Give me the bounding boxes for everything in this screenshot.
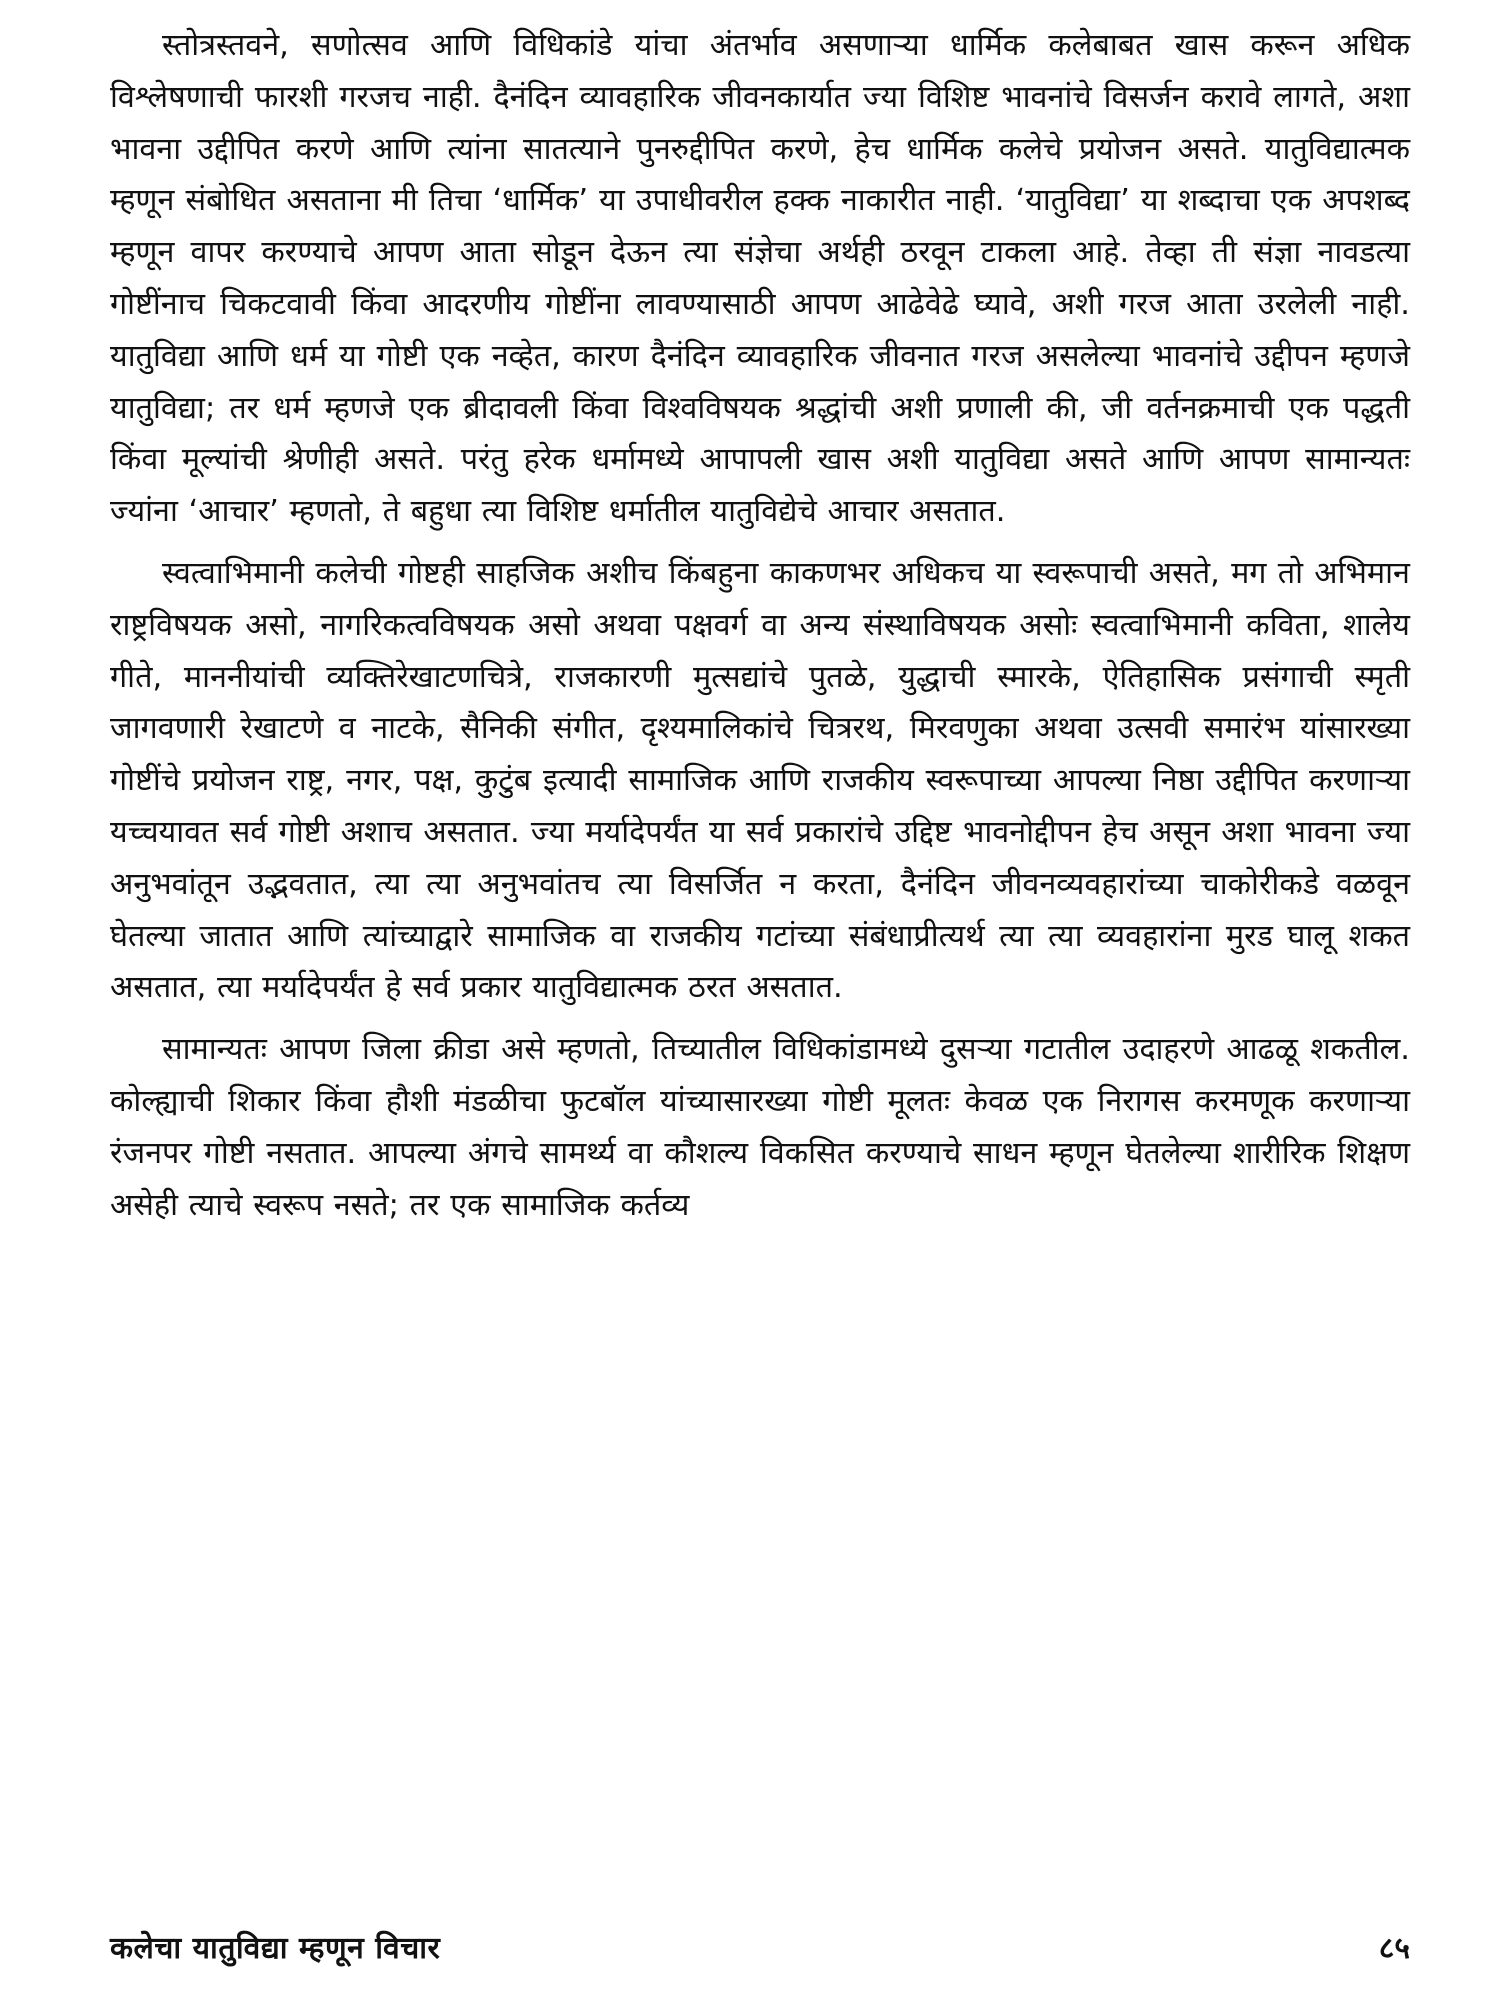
- page-number: ८५: [1378, 1931, 1410, 1966]
- page-footer: [110, 1926, 1410, 1967]
- book-page: [110, 20, 1410, 1980]
- paragraph-3: सामान्यतः आपण जिला क्रीडा असे म्हणतो, तिच्यातील विधिकांडामध्ये दुसऱ्या गटातील उदाहरणे आढळू शकतील. कोल्ह्याची शिकार किंवा हौशी मंडळीचा फुटबॉल यांच्यासारख्या गोष्टी मूलतः केवळ एक निरागस करमणूक करणाऱ्या रंजनपर गोष्टी नसतात. आपल्या अंगचे सामर्थ्य वा कौशल्य विकसित करण्याचे साधन म्हणून घेतलेल्या शारीरिक शिक्षण असेही त्याचे स्वरूप नसते; तर एक सामाजिक कर्तव्य: [110, 1032, 1410, 1223]
- paragraph-2: स्वत्वाभिमानी कलेची गोष्टही साहजिक अशीच किंबहुना काकणभर अधिकच या स्वरूपाची असते, मग तो अभिमान राष्ट्रविषयक असो, नागरिकत्वविषयक असो अथवा पक्षवर्ग वा अन्य संस्थाविषयक असोः स्वत्वाभिमानी कविता, शालेय गीते, माननीयांची व्यक्तिरेखाटणचित्रे, राजकारणी मुत्सद्यांचे पुतळे, युद्धाची स्मारके, ऐतिहासिक प्रसंगाची स्मृती जागवणारी रेखाटणे व नाटके, सैनिकी संगीत, दृश्यमालिकांचे चित्ररथ, मिरवणुका अथवा उत्सवी समारंभ यांसारख्या गोष्टींचे प्रयोजन राष्ट्र, नगर, पक्ष, कुटुंब इत्यादी सामाजिक आणि राजकीय स्वरूपाच्या आपल्या निष्ठा उद्दीपित करणाऱ्या यच्चयावत सर्व गोष्टी अशाच असतात. ज्या मर्यादेपर्यंत या सर्व प्रकारांचे उद्दिष्ट भावनोद्दीपन हेच असून अशा भावना ज्या अनुभवांतून उद्भवतात, त्या त्या अनुभवांतच त्या विसर्जित न करता, दैनंदिन जीवनव्यवहारांच्या चाकोरीकडे वळवून घेतल्या जातात आणि त्यांच्याद्वारे सामाजिक वा राजकीय गटांच्या संबंधाप्रीत्यर्थ त्या त्या व्यवहारांना मुरड घालू शकत असतात, त्या मर्यादेपर्यंत हे सर्व प्रकार यातुविद्यात्मक ठरत असतात.: [110, 555, 1410, 1006]
- chapter-title: कलेचा यातुविद्या म्हणून विचार: [110, 1931, 441, 1966]
- paragraph-1: स्तोत्रस्तवने, सणोत्सव आणि विधिकांडे यांचा अंतर्भाव असणाऱ्या धार्मिक कलेबाबत खास करून अधिक विश्लेषणाची फारशी गरजच नाही. दैनंदिन व्यावहारिक जीवनकार्यात ज्या विशिष्ट भावनांचे विसर्जन करावे लागते, अशा भावना उद्दीपित करणे आणि त्यांना सातत्याने पुनरुद्दीपित करणे, हेच धार्मिक कलेचे प्रयोजन असते. यातुविद्यात्मक म्हणून संबोधित असताना मी तिचा ‘धार्मिक’ या उपाधीवरील हक्क नाकारीत नाही. ‘यातुविद्या’ या शब्दाचा एक अपशब्द म्हणून वापर करण्याचे आपण आता सोडून देऊन त्या संज्ञेचा अर्थही ठरवून टाकला आहे. तेव्हा ती संज्ञा नावडत्या गोष्टींनाच चिकटवावी किंवा आदरणीय गोष्टींना लावण्यासाठी आपण आढेवेढे घ्यावे, अशी गरज आता उरलेली नाही. यातुविद्या आणि धर्म या गोष्टी एक नव्हेत, कारण दैनंदिन व्यावहारिक जीवनात गरज असलेल्या भावनांचे उद्दीपन म्हणजे यातुविद्या; तर धर्म म्हणजे एक ब्रीदावली किंवा विश्वविषयक श्रद्धांची अशी प्रणाली की, जी वर्तनक्रमाची एक पद्धती किंवा मूल्यांची श्रेणीही असते. परंतु हरेक धर्मामध्ये आपापली खास अशी यातुविद्या असते आणि आपण सामान्यतः ज्यांना ‘आचार’ म्हणतो, ते बहुधा त्या विशिष्ट धर्मातील यातुविद्येचे आचार असतात.: [110, 28, 1410, 530]
